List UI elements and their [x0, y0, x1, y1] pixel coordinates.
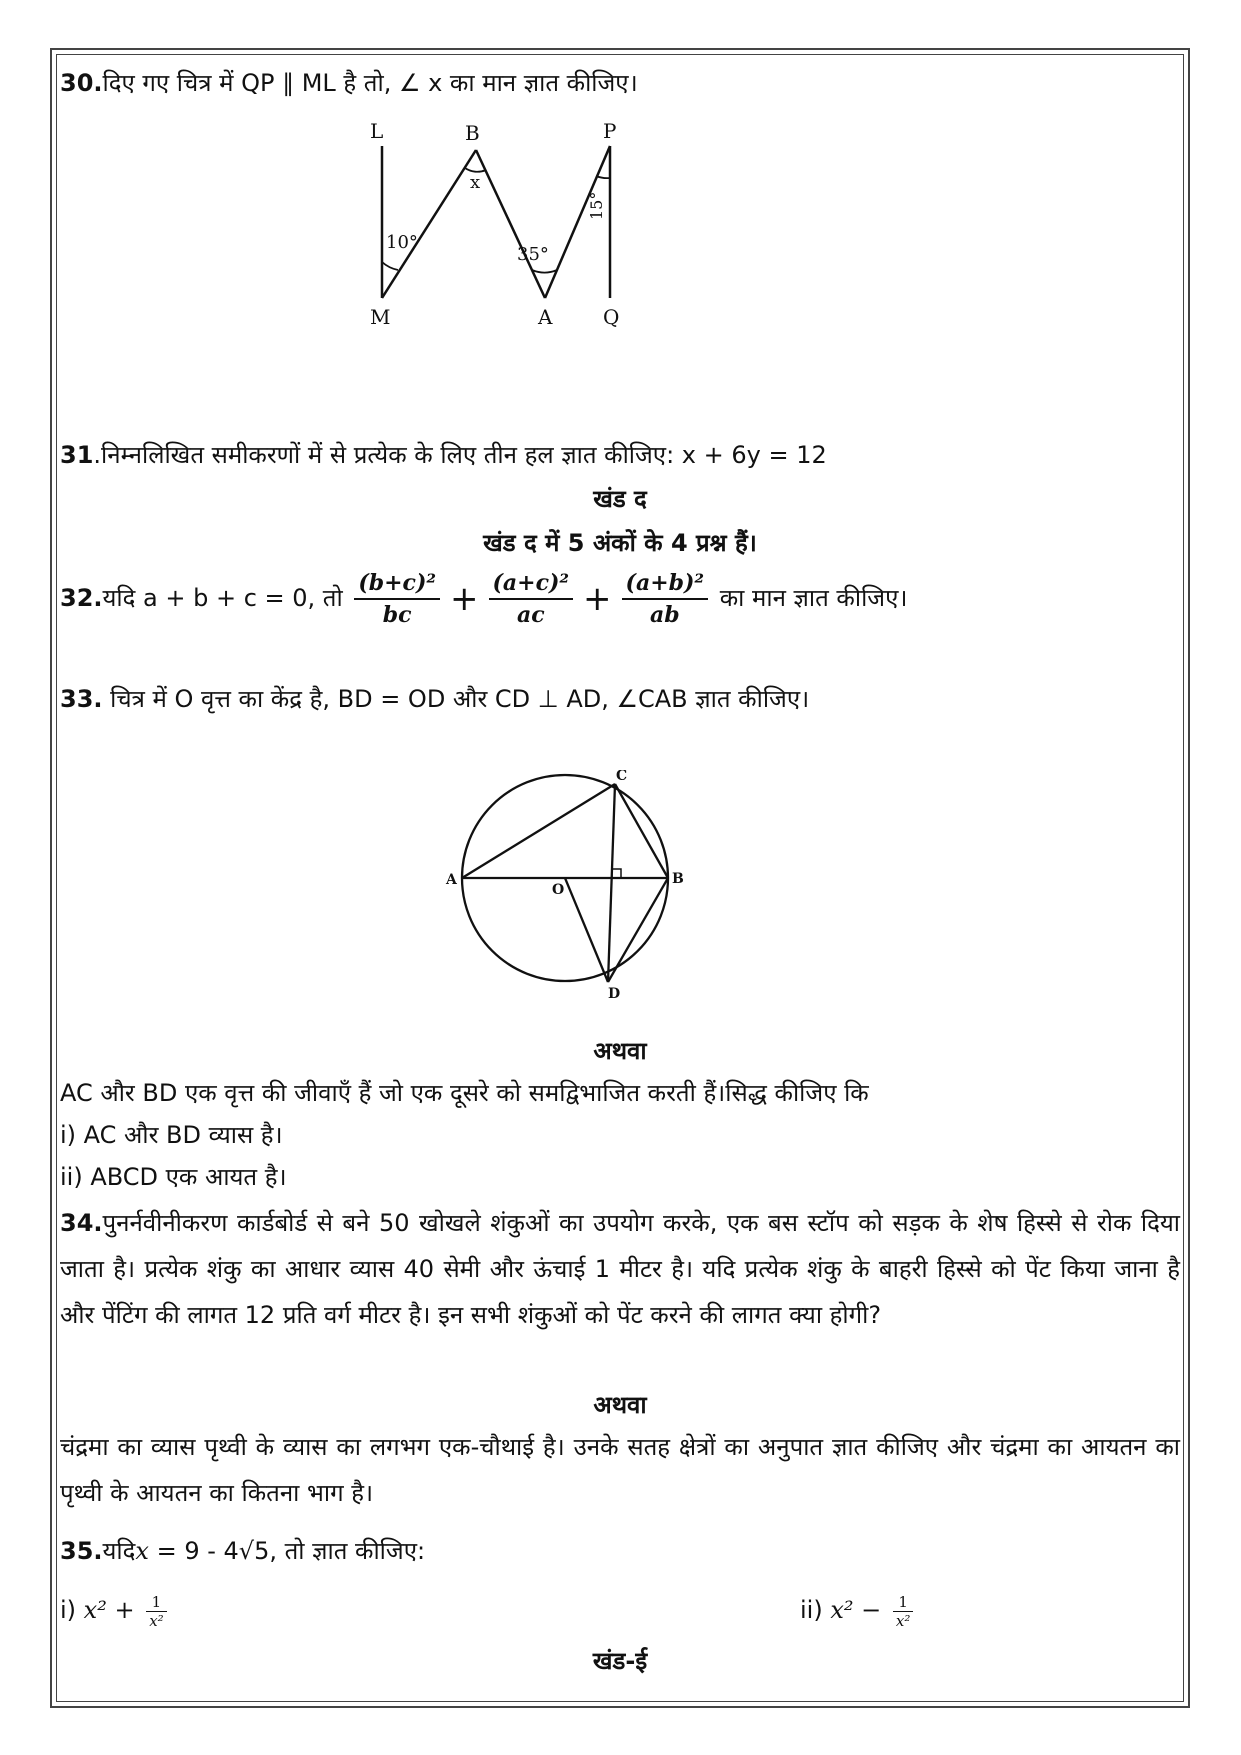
- fraction-numerator: (a+c)²: [489, 568, 574, 600]
- fraction-denominator: x²: [149, 1611, 164, 1630]
- section-e-title: खंड-ई: [592, 1647, 648, 1675]
- label-b: B: [672, 871, 684, 887]
- part-expression: x² +: [83, 1596, 143, 1624]
- fraction-numerator: (b+c)²: [354, 568, 440, 600]
- fraction-term-2: [489, 568, 574, 630]
- q33-alt-line-3: ii) ABCD एक आयत है।: [60, 1163, 287, 1191]
- question-text: चित्र में O वृत्त का केंद्र है, BD = OD और CD ⊥ AD, ∠CAB ज्ञात कीजिए।: [102, 685, 810, 713]
- question-prefix: यदि a + b + c = 0, तो: [102, 584, 343, 612]
- question-number: 33.: [60, 685, 103, 713]
- angle-label-m: 10°: [386, 232, 418, 253]
- label-p: P: [603, 120, 617, 143]
- label-q: Q: [603, 305, 620, 329]
- question-number: 32.: [60, 584, 103, 612]
- question-33: [60, 684, 809, 714]
- label-c: C: [616, 770, 628, 784]
- fraction-one-over-x-squared: [893, 1593, 913, 1630]
- label-a: A: [538, 305, 553, 329]
- label-o: O: [552, 882, 565, 898]
- fraction-numerator: (a+b)²: [622, 568, 709, 600]
- plus-sign: +: [450, 579, 479, 619]
- line-bd: [608, 878, 668, 982]
- label-b: B: [465, 121, 480, 145]
- arc-angle-m: [382, 262, 398, 270]
- fraction-denominator: bc: [382, 602, 412, 628]
- q35-part-1: [60, 1588, 171, 1632]
- part-expression: x² −: [830, 1596, 889, 1624]
- line-ap: [545, 146, 610, 298]
- line-cb: [615, 784, 668, 878]
- label-x: x: [470, 172, 481, 193]
- q34-alt: चंद्रमा का व्यास पृथ्वी के व्यास का लगभग एक-चौथाई है। उनके सतह क्षेत्रों का अनुपात ज्ञात कीजिए और चंद्रमा का आयतन का पृथ्वी के आयतन का कितना भाग है।: [60, 1433, 1180, 1507]
- label-a: A: [446, 872, 457, 888]
- figure-zigzag: [360, 120, 640, 370]
- section-d-subtitle: खंड द में 5 अंकों के 4 प्रश्न हैं।: [483, 529, 757, 557]
- or-heading: अथवा: [593, 1391, 647, 1419]
- line-od: [565, 878, 608, 982]
- line-ac: [462, 784, 615, 878]
- fraction-denominator: ab: [649, 602, 680, 628]
- section-d-title: खंड द: [593, 485, 647, 513]
- question-prefix: यदि: [102, 1537, 136, 1565]
- fraction-term-1: [354, 568, 440, 630]
- question-suffix: का मान ज्ञात कीजिए।: [719, 584, 908, 612]
- label-m: M: [370, 305, 391, 329]
- arc-angle-p: [596, 176, 610, 178]
- question-35: [60, 1536, 425, 1566]
- right-angle-mark: [612, 869, 621, 878]
- question-text: .निम्नलिखित समीकरणों में से प्रत्येक के लिए तीन हल ज्ञात कीजिए: x + 6y = 12: [93, 441, 827, 469]
- arc-angle-a: [532, 270, 557, 273]
- fraction-denominator: ac: [516, 602, 545, 628]
- line-mb: [382, 150, 476, 298]
- label-l: L: [370, 120, 384, 143]
- label-d: D: [608, 986, 621, 1002]
- question-number: 30.: [60, 69, 103, 97]
- variable-x: x: [135, 1537, 149, 1565]
- question-text: पुनर्नवीनीकरण कार्डबोर्ड से बने 50 खोखले शंकुओं का उपयोग करके, एक बस स्टॉप को सड़क के शेष हिस्से से रोक दिया जाता है। प्रत्येक शंकु का आधार व्यास 40 सेमी और ऊंचाई 1 मीटर है। यदि प्रत्येक शंकु के बाहरी हिस्से को पेंट किया जाना है और पेंटिंग की लागत 12 प्रति वर्ग मीटर है। इन सभी शंकुओं को पेंट करने की लागत क्या होगी?: [60, 1209, 1180, 1329]
- question-30: [60, 68, 638, 98]
- question-number: 34.: [60, 1209, 103, 1237]
- question-number: 31: [60, 441, 94, 469]
- angle-label-p: 15°: [587, 191, 606, 220]
- question-number: 35.: [60, 1537, 103, 1565]
- angle-label-a: 35°: [517, 244, 549, 265]
- fraction-term-3: [622, 568, 709, 630]
- q33-alt-line-1: AC और BD एक वृत्त की जीवाएँ हैं जो एक दूसरे को समद्विभाजित करती हैं।सिद्ध कीजिए कि: [60, 1079, 869, 1107]
- part-label: i): [60, 1596, 84, 1624]
- question-32: [60, 568, 907, 638]
- q35-part-2: [800, 1588, 917, 1632]
- figure-circle: [440, 770, 690, 1020]
- question-31: [60, 440, 827, 470]
- line-cd: [608, 784, 615, 982]
- question-equation: = 9 - 4√5, तो ज्ञात कीजिए:: [148, 1537, 426, 1565]
- fraction-numerator: 1: [893, 1593, 913, 1612]
- or-heading: अथवा: [593, 1037, 647, 1065]
- fraction-one-over-x-squared: [146, 1593, 166, 1630]
- q33-alt-line-2: i) AC और BD व्यास है।: [60, 1121, 283, 1149]
- question-34: [60, 1200, 1180, 1338]
- plus-sign: +: [583, 579, 612, 619]
- question-text: दिए गए चित्र में QP ∥ ML है तो, ∠ x का मान ज्ञात कीजिए।: [102, 69, 638, 97]
- line-ba: [476, 150, 545, 298]
- fraction-denominator: x²: [895, 1611, 911, 1630]
- part-label: ii): [800, 1596, 831, 1624]
- fraction-numerator: 1: [146, 1593, 166, 1612]
